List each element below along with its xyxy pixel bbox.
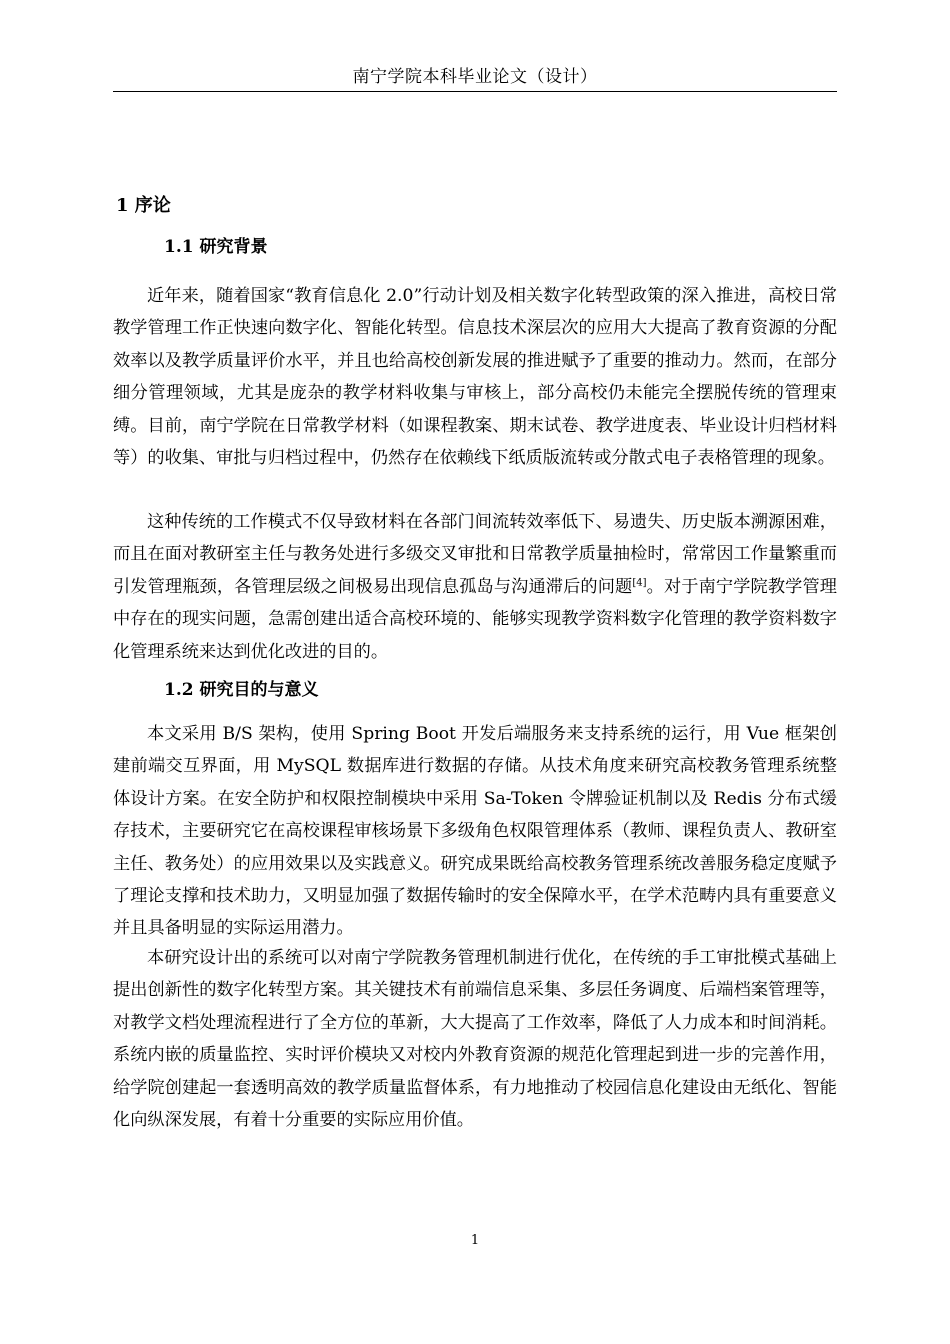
page-number: 1 [470, 1233, 480, 1248]
section-heading-1-1: 1.1 研究背景 [164, 237, 268, 257]
header-rule [113, 91, 837, 92]
paragraph-text-after-citation: 。对于南宁学院教学管理中存在的现实问题，急需创建出适合高校环境的、能够实现教学资料数字化管理的教学资料数字化管理系统来达到优化改进的目的。 [113, 576, 837, 662]
running-header: 南宁学院本科毕业论文（设计） [352, 67, 598, 87]
paragraph-background-1: 近年来，随着国家“教育信息化 2.0”行动计划及相关数字化转型政策的深入推进，高校日常教学管理工作正快速向数字化、智能化转型。信息技术深层次的应用大大提高了教育资源的分配效率以及教学质量评价水平，并且也给高校创新发展的推进赋予了重要的推动力。然而，在部分细分管理领域，尤其是庞杂的教学材料收集与审核上，部分高校仍未能完全摆脱传统的管理束缚。目前，南宁学院在日常教学材料（如课程教案、期末试卷、教学进度表、毕业设计归档材料等）的收集、审批与归档过程中，仍然存在依赖线下纸质版流转或分散式电子表格管理的现象。 [113, 286, 837, 469]
chapter-heading: 1 序论 [116, 195, 171, 216]
section-heading-1-2: 1.2 研究目的与意义 [164, 680, 319, 700]
paragraph-text-before-citation: 这种传统的工作模式不仅导致材料在各部门间流转效率低下、易遗失、历史版本溯源困难，而且在面对教研室主任与教务处进行多级交叉审批和日常教学质量抽检时，常常因工作量繁重而引发管理瓶颈，各管理层级之间极易出现信息孤岛与沟通滞后的问题 [113, 512, 837, 597]
citation-marker: [4] [632, 577, 647, 589]
paragraph-purpose-2: 本研究设计出的系统可以对南宁学院教务管理机制进行优化，在传统的手工审批模式基础上提出创新性的数字化转型方案。其关键技术有前端信息采集、多层任务调度、后端档案管理等，对教学文档处理流程进行了全方位的革新，大大提高了工作效率，降低了人力成本和时间消耗。系统内嵌的质量监控、实时评价模块又对校内外教育资源的规范化管理起到进一步的完善作用，给学院创建起一套透明高效的教学质量监督体系，有力地推动了校园信息化建设由无纸化、智能化向纵深发展，有着十分重要的实际应用价值。 [113, 948, 837, 1131]
paragraph-background-2 [113, 506, 837, 668]
paragraph-purpose-1: 本文采用 B/S 架构，使用 Spring Boot 开发后端服务来支持系统的运行，用 Vue 框架创建前端交互界面，用 MySQL 数据库进行数据的存储。从技术角度来研究高校教务管理系统整体设计方案。在安全防护和权限控制模块中采用 Sa-Token 令牌验证机制以及 Redis 分布式缓存技术，主要研究它在高校课程审核场景下多级角色权限管理体系（教师、课程负责人、教研室主任、教务处）的应用效果以及实践意义。研究成果既给高校教务管理系统改善服务稳定度赋予了理论支撑和技术助力，又明显加强了数据传输时的安全保障水平，在学术范畴内具有重要意义并且具备明显的实际运用潜力。 [113, 724, 837, 939]
